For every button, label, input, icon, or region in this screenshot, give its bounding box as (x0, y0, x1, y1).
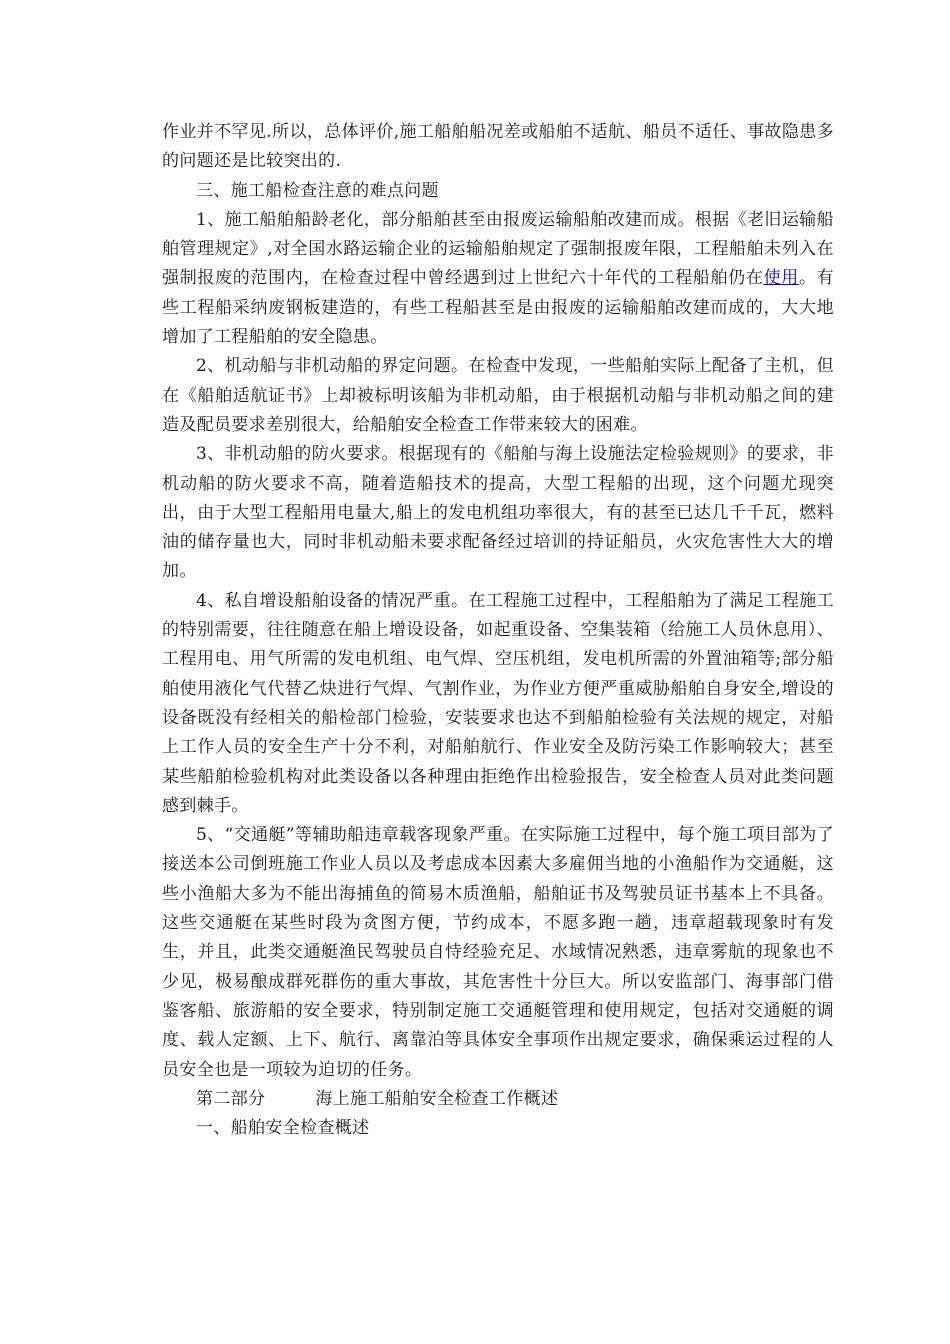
section-heading-difficulties: 三、施工船检查注意的难点问题 (196, 180, 439, 201)
paragraph-item-1 (162, 206, 834, 352)
use-link[interactable]: 使用 (763, 268, 799, 289)
paragraph-item-2: 2、机动船与非机动船的界定问题。在检查中发现，一些船舶实际上配备了主机，但在《船舶适航证书》上却被标明该船为非机动船，由于根据机动船与非机动船之间的建造及配员要求差别很大，给船舶安全检查工作带来较大的困难。 (162, 356, 834, 435)
part-2-label: 第二部分 (196, 1088, 266, 1109)
paragraph-item-3: 3、非机动船的防火要求。根据现有的《船舶与海上设施法定检验规则》的要求，非机动船的防火要求不高，随着造船技术的提高，大型工程船的出现，这个问题尤现突出，由于大型工程船用电量大,船上的发电机组功率很大，有的甚至已达几千千瓦，燃料油的储存量也大，同时非机动船未要求配备经过培训的持证船员，火灾危害性大大的增加。 (162, 444, 834, 582)
document-page (162, 118, 834, 1143)
item-1-text-before-link: 1、施工船舶船龄老化，部分船舶甚至由报废运输船舶改建而成。根据《老旧运输船舶管理规定》,对全国水路运输企业的运输船舶规定了强制报废年限，工程船舶未列入在强制报废的范围内，在检查过程中曾经遇到过上世纪六十年代的工程船舶仍在 (162, 209, 834, 289)
part-2-heading (162, 1085, 834, 1114)
part-2-title: 海上施工船舶安全检查工作概述 (315, 1088, 559, 1109)
section-heading-overview: 一、船舶安全检查概述 (196, 1118, 370, 1139)
paragraph-item-5: 5、“交通艇”等辅助船违章载客现象严重。在实际施工过程中，每个施工项目部为了接送本公司倒班施工作业人员以及考虑成本因素大多雇佣当地的小渔船作为交通艇，这些小渔船大多为不能出海捕鱼的简易木质渔船，船舶证书及驾驶员证书基本上不具备。这些交通艇在某些时段为贪图方便，节约成本，不愿多跑一趟，违章超载现象时有发生，并且，此类交通艇渔民驾驶员自恃经验充足、水域情况熟悉，违章雾航的现象也不少见，极易酿成群死群伤的重大事故，其危害性十分巨大。所以安监部门、海事部门借鉴客船、旅游船的安全要求，特别制定施工交通艇管理和使用规定，包括对交通艇的调度、载人定额、上下、航行、离靠泊等具体安全事项作出规定要求，确保乘运过程的人员安全也是一项较为迫切的任务。 (162, 825, 834, 1080)
paragraph-item-4: 4、私自增设船舶设备的情况严重。在工程施工过程中，工程船舶为了满足工程施工的特别需要，往往随意在船上增设设备，如起重设备、空集装箱（给施工人员休息用）、工程用电、用气所需的发电机组、电气焊、空压机组，发电机所需的外置油箱等;部分船舶使用液化气代替乙炔进行气焊、气割作业，为作业方便严重威胁船舶自身安全,增设的设备既没有经相关的船检部门检验，安装要求也达不到船舶检验有关法规的规定，对船上工作人员的安全生产十分不利，对船舶航行、作业安全及防污染工作影响较大；甚至某些船舶检验机构对此类设备以各种理由拒绝作出检验报告，安全检查人员对此类问题感到棘手。 (162, 590, 834, 816)
item-1-text-after-link: 。有些工程船采纳废钢板建造的，有些工程船甚至是由报废的运输船舶改建而成的，大大地增加了工程船舶的安全隐患。 (162, 268, 834, 348)
paragraph-continuation: 作业并不罕见.所以，总体评价,施工船舶船况差或船舶不适航、船员不适任、事故隐患多的问题还是比较突出的. (162, 122, 834, 172)
